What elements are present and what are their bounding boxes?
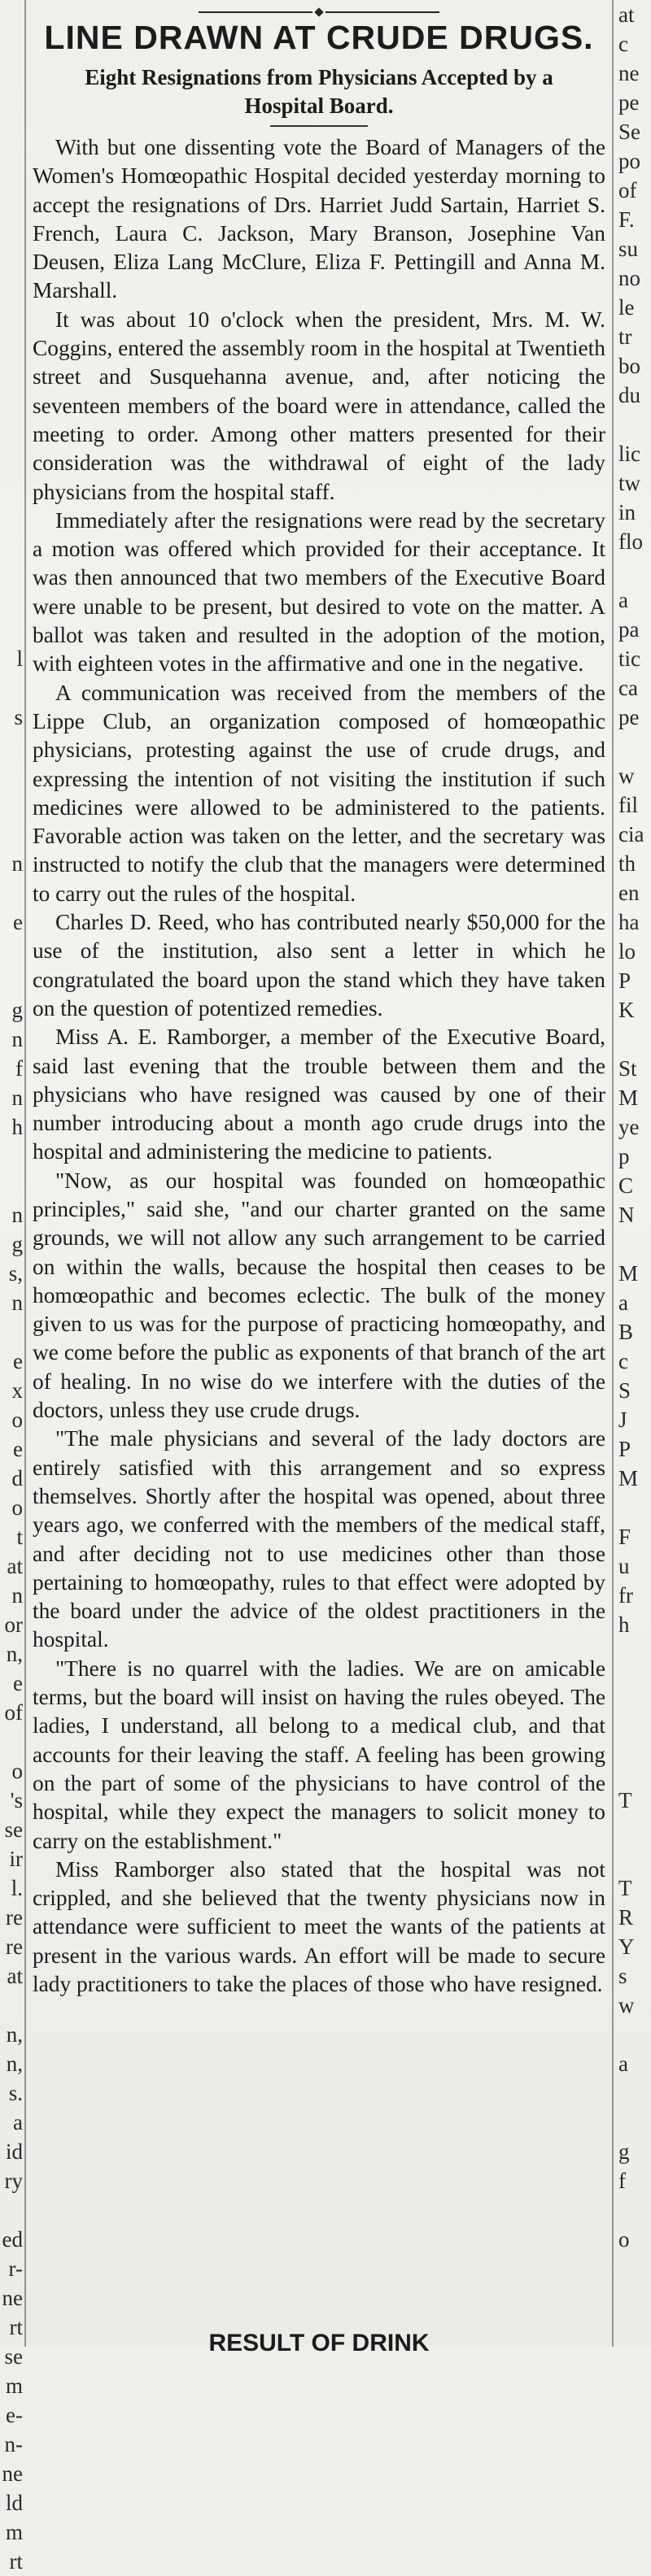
margin-fragment: se [4, 1817, 23, 1842]
margin-fragment [0, 410, 23, 439]
margin-fragment [615, 1756, 651, 1786]
margin-fragment [0, 790, 23, 820]
margin-fragment: e [13, 1437, 23, 1461]
margin-fragment: po [618, 149, 640, 173]
article-paragraph: A communication was received from the members of the Lippe Club, an organization composed of homœopathic physicians, protesting against the use of crude drugs, and expressing the intention of not visiting the institution if such medicines were allowed to be administered to the patients. Favorable action was taken on the letter, and the secretary was instructed to notify the club that the managers were determined to carry out the rules of the hospital. [33, 680, 605, 906]
margin-fragment: tr [618, 324, 632, 349]
margin-fragment: a [618, 2052, 628, 2076]
margin-fragment: n [11, 1290, 23, 1315]
margin-fragment: n [11, 1086, 23, 1110]
margin-fragment: lic [618, 442, 640, 466]
margin-fragment: le [618, 295, 635, 320]
margin-fragment: Se [618, 120, 640, 144]
margin-fragment: ha [618, 910, 640, 934]
margin-fragment [615, 1844, 651, 1873]
margin-fragment: or [4, 1612, 23, 1637]
margin-fragment [0, 117, 23, 146]
margin-fragment [615, 1639, 651, 1669]
article-paragraph: It was about 10 o'clock when the president, Mrs. M. W. Coggins, entered the assembly room in the hospital at Twentieth street and Susquehanna avenue, and, after noticing the seventeen members of the board were in attendance, called the meeting to order. Among other matters presented for their consideration was the withdrawal of eight of the lady physicians from the hospital staff. [33, 307, 605, 504]
margin-fragment: re [6, 1934, 23, 1959]
margin-fragment: ne [2, 2461, 23, 2486]
next-article-headline-fragment: RESULT OF DRINK [208, 2330, 430, 2356]
margin-fragment: re [6, 1905, 23, 1930]
margin-fragment: P [618, 968, 631, 993]
margin-fragment: s [618, 1964, 627, 1988]
margin-fragment: at [7, 1964, 23, 1988]
margin-fragment [615, 2078, 651, 2108]
margin-fragment: s. [8, 2081, 23, 2105]
margin-fragment: pe [618, 90, 640, 115]
margin-fragment: o [618, 2227, 630, 2252]
margin-fragment [0, 146, 23, 176]
adjacent-column-right-fragments [615, 0, 651, 2347]
subhead-divider [270, 125, 368, 127]
article-headline: LINE DRAWN AT CRUDE DRUGS. [44, 19, 594, 56]
margin-fragment [0, 1317, 23, 1347]
margin-fragment: g [11, 998, 23, 1022]
margin-fragment: s [14, 705, 23, 729]
margin-fragment: fil [618, 793, 638, 817]
margin-fragment: M [618, 1086, 639, 1110]
margin-fragment: B [618, 1320, 634, 1344]
margin-fragment [0, 1142, 23, 1171]
margin-fragment: Y [618, 1934, 635, 1959]
margin-fragment: F. [618, 207, 635, 232]
margin-fragment [615, 410, 651, 439]
margin-fragment: F [618, 1525, 631, 1549]
margin-fragment: M [618, 1466, 639, 1490]
margin-fragment: n, [6, 2022, 23, 2047]
margin-fragment [0, 1727, 23, 1756]
margin-fragment: n [11, 1583, 23, 1608]
margin-fragment: r- [8, 2256, 23, 2281]
margin-fragment [0, 59, 23, 88]
margin-fragment [0, 966, 23, 995]
margin-fragment [615, 2020, 651, 2049]
margin-fragment: en [618, 881, 640, 905]
margin-fragment [615, 732, 651, 761]
margin-fragment: tw [618, 471, 640, 495]
margin-fragment: n [11, 1027, 23, 1051]
margin-fragment: M [618, 1261, 639, 1286]
margin-fragment [615, 1669, 651, 1698]
margin-fragment [615, 1698, 651, 1727]
article-paragraph: Immediately after the resignations were read by the secretary a motion was offered which provided for their acceptance. It was then announced that two members of the Executive Board were unable to be present, but desired to vote on the matter. A ballot was taken and resulted in the adoption of the motion, with eighteen votes in the affirmative and one in the negative. [33, 507, 605, 677]
margin-fragment [615, 1815, 651, 1844]
margin-fragment [0, 322, 23, 351]
margin-fragment: ne [618, 61, 640, 85]
margin-fragment: ir [9, 1847, 23, 1871]
margin-fragment [0, 732, 23, 761]
margin-fragment: in [618, 500, 636, 524]
margin-fragment [0, 351, 23, 381]
article-paragraph: "Now, as our hospital was founded on homœopathic principles," said she, "and our charter granted on the same grounds, we will not allow any such arrangement to be carried on within the walls, because the hospital then ceases to be homœopathic and becomes eclectic. The bulk of the money given to us was for the purpose of practicing homœopathy, and we come before the public as exponents of that branch of the art of healing. In no wise do we interfere with the duties of the doctors, unless they use crude drugs. [33, 1168, 605, 1423]
margin-fragment [0, 205, 23, 234]
margin-fragment [0, 1171, 23, 1200]
margin-fragment: cia [618, 822, 644, 846]
margin-fragment [0, 468, 23, 498]
margin-fragment [615, 556, 651, 585]
margin-fragment: e [13, 1671, 23, 1695]
margin-fragment [0, 263, 23, 293]
margin-fragment: J [618, 1408, 627, 1432]
article-paragraph: "There is no quarrel with the ladies. We are on amicable terms, but the board will insist on having the rules obeyed. The ladies, I understand, all belong to a medical club, and that accounts for their leaving the staff. A feeling has been growing on the part of some of the physicians to have control of the hospital, while they expect the managers to solicit money to carry on the establishment." [33, 1656, 605, 1853]
margin-fragment: th [618, 851, 636, 876]
margin-fragment: c [618, 32, 628, 56]
margin-fragment [615, 1229, 651, 1259]
margin-fragment: m [5, 2520, 23, 2544]
margin-fragment [615, 1025, 651, 1054]
margin-fragment: tic [618, 646, 640, 671]
margin-fragment: n [11, 851, 23, 876]
margin-fragment: o [11, 1759, 23, 1783]
margin-fragment: s, [8, 1261, 23, 1286]
margin-fragment: ed [2, 2227, 23, 2252]
margin-fragment: w [618, 1993, 635, 2017]
margin-fragment: N [618, 1203, 635, 1227]
margin-fragment: flo [618, 529, 643, 554]
margin-fragment: w [618, 764, 635, 788]
margin-fragment: n, [6, 1642, 23, 1666]
margin-fragment [0, 673, 23, 703]
margin-fragment: c [618, 1349, 628, 1373]
margin-fragment: h [618, 1612, 630, 1637]
margin-fragment [0, 0, 23, 29]
article-paragraph: Miss Ramborger also stated that the hospital was not crippled, and she believed that the twenty physicians now in attendance were sufficient to meet the wants of the patients at present in the various wards. An effort will be made to secure lady practitioners to take the places of those who have resigned. [33, 1856, 605, 1996]
column-rule-left [24, 0, 26, 2347]
margin-fragment: n, [6, 2052, 23, 2076]
margin-fragment [0, 878, 23, 907]
article-paragraph: "The male physicians and several of the lady doctors are entirely satisfied with this arrangement and so express themselves. Shortly after the hospital was opened, about three years ago, we conferred with the members of the medical staff, and after deciding not to use medicines other than those pertaining to homœopathy, rules to that effect were adopted by the board under the advice of the oldest practitioners in the hospital. [33, 1426, 605, 1652]
margin-fragment: fr [618, 1583, 633, 1608]
margin-fragment: o [11, 1408, 23, 1432]
margin-fragment: pa [618, 617, 640, 642]
margin-fragment: a [618, 1290, 628, 1315]
margin-fragment: no [618, 266, 640, 290]
margin-fragment: se [4, 2344, 23, 2369]
headline-ornament [33, 5, 605, 16]
margin-fragment: su [618, 237, 639, 261]
margin-fragment: n- [4, 2432, 23, 2456]
margin-fragment [0, 615, 23, 644]
margin-fragment [0, 29, 23, 59]
margin-fragment [0, 527, 23, 556]
margin-fragment: 's [10, 1788, 23, 1812]
margin-fragment: id [5, 2139, 23, 2164]
margin-fragment: at [618, 2, 635, 27]
margin-fragment: T [618, 1876, 632, 1900]
margin-fragment: pe [618, 705, 640, 729]
margin-fragment [0, 556, 23, 585]
margin-fragment: e [13, 910, 23, 934]
margin-fragment [0, 820, 23, 849]
margin-fragment [0, 439, 23, 468]
margin-fragment [615, 1493, 651, 1522]
margin-fragment [615, 2108, 651, 2137]
news-article [33, 5, 605, 1999]
margin-fragment [615, 1727, 651, 1756]
margin-fragment: S [618, 1378, 631, 1403]
margin-fragment [0, 937, 23, 966]
margin-fragment: p [618, 1144, 630, 1168]
margin-fragment: lo [618, 939, 636, 964]
margin-fragment: ca [618, 676, 638, 700]
margin-fragment: e- [6, 2403, 23, 2427]
margin-fragment [0, 498, 23, 527]
column-rule-right [612, 0, 614, 2347]
margin-fragment: K [618, 998, 635, 1022]
article-paragraph: With but one dissenting vote the Board of Managers of the Women's Homœopathic Hospital decided yesterday morning to accept the resignations of Drs. Harriet Judd Sartain, Harriet S. French, Laura C. Jackson, Mary Branson, Josephine Van Deusen, Eliza Lang McClure, Eliza F. Pettingill and Anna M. Marshall. [33, 135, 605, 303]
margin-fragment: ld [5, 2491, 23, 2515]
margin-fragment: f [618, 2169, 626, 2193]
margin-fragment [0, 2195, 23, 2225]
margin-fragment: d [11, 1466, 23, 1490]
margin-fragment [0, 761, 23, 790]
margin-fragment: e [13, 1349, 23, 1373]
margin-fragment [0, 585, 23, 615]
margin-fragment: ye [618, 1115, 640, 1139]
margin-fragment: ry [4, 2169, 23, 2193]
margin-fragment: h [11, 1115, 23, 1139]
margin-fragment: of [4, 1700, 23, 1725]
margin-fragment: rt [9, 2315, 23, 2339]
margin-fragment: m [5, 2374, 23, 2398]
margin-fragment: f [15, 1056, 23, 1081]
margin-fragment: bo [618, 354, 640, 378]
article-paragraph: Miss A. E. Ramborger, a member of the Executive Board, said last evening that the trouble between them and the physicians who have resigned was caused by one of their number introducing about a month ago crude drugs into the hospital and administering the medicine to patients. [33, 1025, 605, 1164]
margin-fragment: of [618, 178, 637, 202]
article-subheadline: Eight Resignations from Physicians Accepted by a Hospital Board. [85, 65, 553, 118]
margin-fragment: o [11, 1495, 23, 1520]
margin-fragment: n [11, 1203, 23, 1227]
margin-fragment [615, 2195, 651, 2225]
margin-fragment: P [618, 1437, 631, 1461]
margin-fragment: ne [2, 2286, 23, 2310]
article-paragraph: Charles D. Reed, who has contributed nearly $50,000 for the use of the institution, also sent a letter in which he congratulated the board upon the stand which they have taken on the question of potentized remedies. [33, 910, 605, 1020]
margin-fragment: C [618, 1173, 634, 1198]
margin-fragment: g [11, 1232, 23, 1256]
margin-fragment [0, 176, 23, 205]
margin-fragment [0, 293, 23, 322]
margin-fragment [0, 234, 23, 263]
margin-fragment: g [618, 2139, 630, 2164]
adjacent-column-left-fragments [0, 0, 23, 2574]
margin-fragment [0, 1991, 23, 2020]
margin-fragment: T [618, 1788, 632, 1812]
margin-fragment: R [618, 1905, 634, 1930]
margin-fragment: a [13, 2110, 23, 2134]
margin-fragment: l [16, 646, 23, 671]
margin-fragment [0, 88, 23, 117]
margin-fragment: St [618, 1056, 637, 1081]
margin-fragment: at [7, 1554, 23, 1578]
margin-fragment: l. [11, 1876, 23, 1900]
margin-fragment: t [16, 1525, 23, 1549]
margin-fragment: a [618, 588, 628, 612]
margin-fragment: u [618, 1554, 630, 1578]
margin-fragment: rt [9, 2549, 23, 2574]
margin-fragment [0, 381, 23, 410]
margin-fragment: x [11, 1378, 23, 1403]
margin-fragment: du [618, 383, 640, 407]
